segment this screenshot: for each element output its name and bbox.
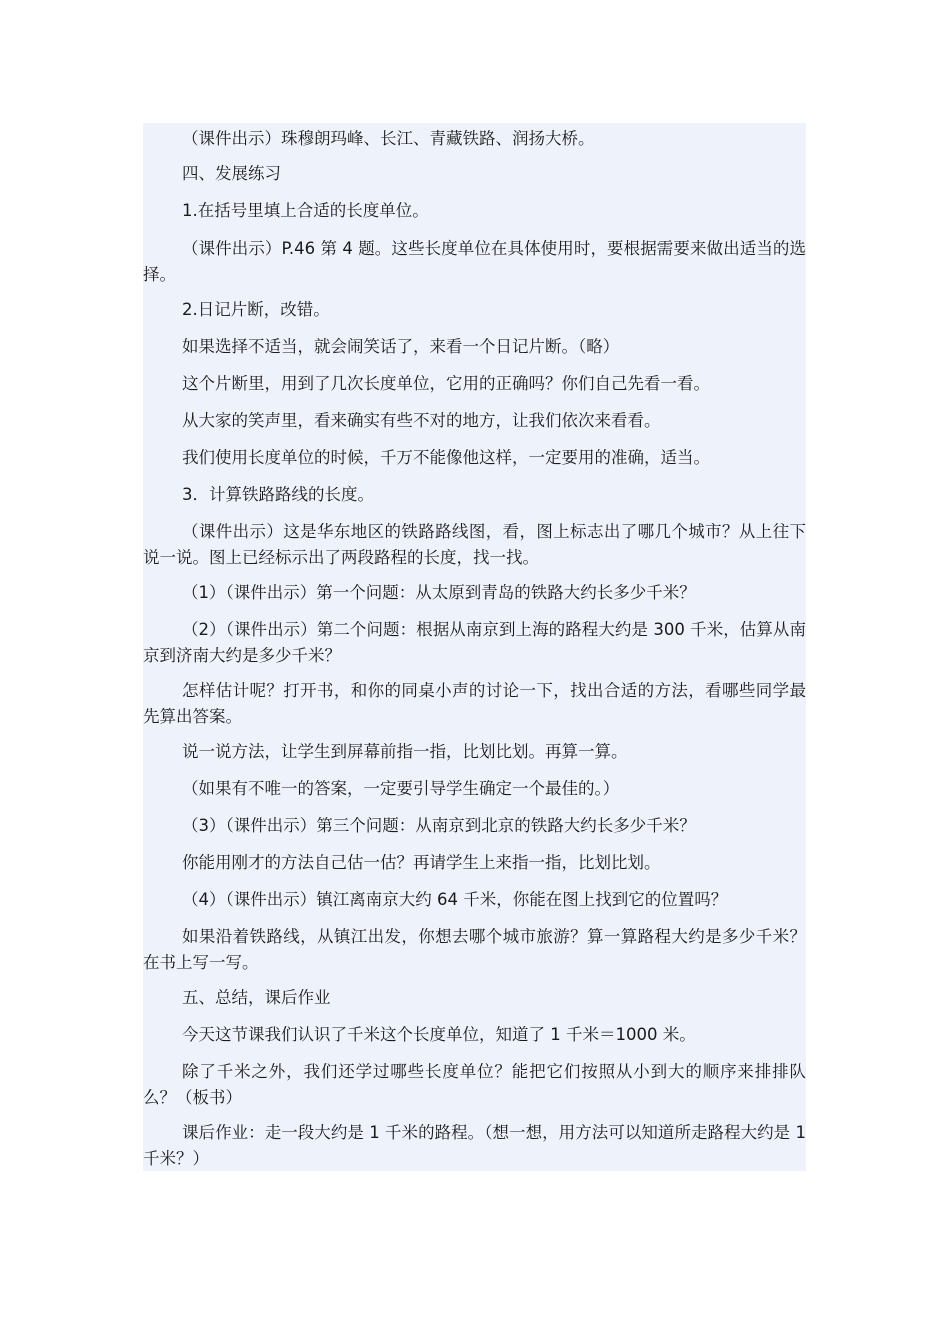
paragraph-explain-method: 说一说方法，让学生到屏幕前指一指，比划比划。再算一算。 (182, 742, 628, 761)
paragraph-homework: 课后作业：走一段大约是 1 千米的路程。（想一想，用方法可以知道所走路程大约是 1 千米？） (143, 1123, 806, 1168)
paragraph-diary-review: 从大家的笑声里，看来确实有些不对的地方，让我们依次来看看。 (182, 411, 661, 430)
paragraph-railway-map: （课件出示）这是华东地区的铁路路线图，看，图上标志出了哪几个城市？从上往下说一说。图上已经标示出了两段路程的长度，找一找。 (143, 522, 806, 567)
paragraph-diary-question: 这个片断里，用到了几次长度单位，它用的正确吗？你们自己先看一看。 (182, 374, 710, 393)
paragraph-courseware-examples: （课件出示）珠穆朗玛峰、长江、青藏铁路、润扬大桥。 (182, 129, 595, 148)
paragraph-exercise-1: 1.在括号里填上合适的长度单位。 (182, 201, 429, 220)
section-heading-summary: 五、总结，课后作业 (182, 988, 331, 1007)
paragraph-question-4: （4）（课件出示）镇江离南京大约 64 千米，你能在图上找到它的位置吗？ (182, 890, 728, 909)
paragraph-diary-intro: 如果选择不适当，就会闹笑话了，来看一个日记片断。（略） (182, 337, 620, 356)
paragraph-estimate-discussion: 怎样估计呢？打开书，和你的同桌小声的讨论一下，找出合适的方法，看哪些同学最先算出答案。 (143, 681, 806, 726)
paragraph-travel-question: 如果沿着铁路线，从镇江出发，你想去哪个城市旅游？算一算路程大约是多少千米？在书上写一写。 (143, 927, 806, 972)
paragraph-exercise-1-detail: （课件出示）P.46 第 4 题。这些长度单位在具体使用时，要根据需要来做出适当的选择。 (143, 239, 806, 284)
paragraph-best-answer-note: （如果有不唯一的答案，一定要引导学生确定一个最佳的。） (182, 779, 620, 798)
paragraph-length-units-order: 除了千米之外，我们还学过哪些长度单位？能把它们按照从小到大的顺序来排排队么？（板书） (143, 1062, 806, 1107)
paragraph-question-2: （2）（课件出示）第二个问题：根据从南京到上海的路程大约是 300 千米，估算从南京到济南大约是多少千米？ (143, 620, 806, 665)
lesson-plan-text-block (143, 123, 806, 1171)
paragraph-question-1: （1）（课件出示）第一个问题：从太原到青岛的铁路大约长多少千米？ (182, 583, 696, 602)
paragraph-summary: 今天这节课我们认识了千米这个长度单位，知道了 1 千米＝1000 米。 (182, 1025, 696, 1044)
paragraph-self-estimate: 你能用刚才的方法自己估一估？再请学生上来指一指，比划比划。 (182, 853, 661, 872)
section-heading-practice: 四、发展练习 (182, 164, 281, 183)
paragraph-diary-conclusion: 我们使用长度单位的时候，千万不能像他这样，一定要用的准确，适当。 (182, 448, 710, 467)
paragraph-question-3: （3）（课件出示）第三个问题：从南京到北京的铁路大约长多少千米？ (182, 816, 696, 835)
paragraph-exercise-3: 3．计算铁路路线的长度。 (182, 485, 374, 504)
paragraph-exercise-2: 2.日记片断，改错。 (182, 300, 330, 319)
